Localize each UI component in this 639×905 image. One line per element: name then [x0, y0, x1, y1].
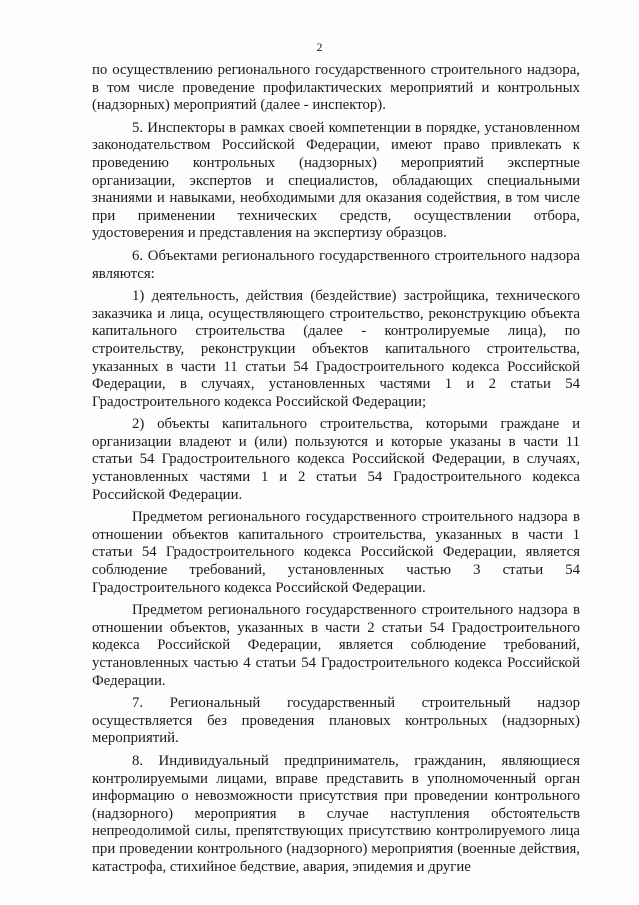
page-number: 2 — [316, 40, 323, 54]
paragraph-6-item-2: 2) объекты капитального строительства, которыми граждане и организации владеют и (или) пользуются и которые указаны в части 11 статьи 54 Градостроительного кодекса Российской Федерации, в случаях, установленных частями 1 и 2 статьи 54 Градостроительного кодекса Российской Федерации. — [92, 416, 580, 503]
paragraph-subject-2: Предметом регионального государственного строительного надзора в отношении объектов, указанных в части 2 статьи 54 Градостроительного кодекса Российской Федерации, является соблюдение требований, установленных частью 4 статьи 54 Градостроительного кодекса Российской Федерации. — [92, 602, 580, 689]
paragraph-subject-1: Предметом регионального государственного строительного надзора в отношении объектов капитального строительства, указанных в части 1 статьи 54 Градостроительного кодекса Российской Федерации, является соблюдение требований, установленных частью 3 статьи 54 Градостроительного кодекса Российской Федерации. — [92, 509, 580, 596]
paragraph-continuation: по осуществлению регионального государственного строительного надзора, в том числе проведение профилактических мероприятий и контрольных (надзорных) мероприятий (далее - инспектор). — [92, 62, 580, 114]
paragraph-5: 5. Инспекторы в рамках своей компетенции в порядке, установленном законодательством Российской Федерации, имеют право привлекать к проведению контрольных (надзорных) мероприятий экспертные организации, экспертов и специалистов, обладающих специальными знаниями и навыками, необходимыми для оказания содействия, в том числе при применении технических средств, осуществлении отбора, удостоверения и представления на экспертизу образцов. — [92, 119, 580, 242]
paragraph-6: 6. Объектами регионального государственного строительного надзора являются: — [92, 247, 580, 282]
paragraph-8: 8. Индивидуальный предприниматель, гражданин, являющиеся контролируемыми лицами, вправе представить в уполномоченный орган информацию о невозможности присутствия при проведении контрольного (надзорного) мероприятия в случае наступления обстоятельств непреодолимой силы, препятствующих присутствию контролируемого лица при проведении контрольного (надзорного) мероприятия (военные действия, катастрофа, стихийное бедствие, авария, эпидемия и другие — [92, 752, 580, 875]
paragraph-6-item-1: 1) деятельность, действия (бездействие) застройщика, технического заказчика и лица, осуществляющего строительство, реконструкцию объекта капитального строительства (далее - контролируемые лица), по строительству, реконструкции объектов капитального строительства, указанных в части 11 статьи 54 Градостроительного кодекса Российской Федерации, в случаях, установленных частями 1 и 2 статьи 54 Градостроительного кодекса Российской Федерации; — [92, 288, 580, 410]
body-text — [92, 62, 580, 881]
paragraph-7: 7. Региональный государственный строительный надзор осуществляется без проведения плановых контрольных (надзорных) мероприятий. — [92, 695, 580, 747]
